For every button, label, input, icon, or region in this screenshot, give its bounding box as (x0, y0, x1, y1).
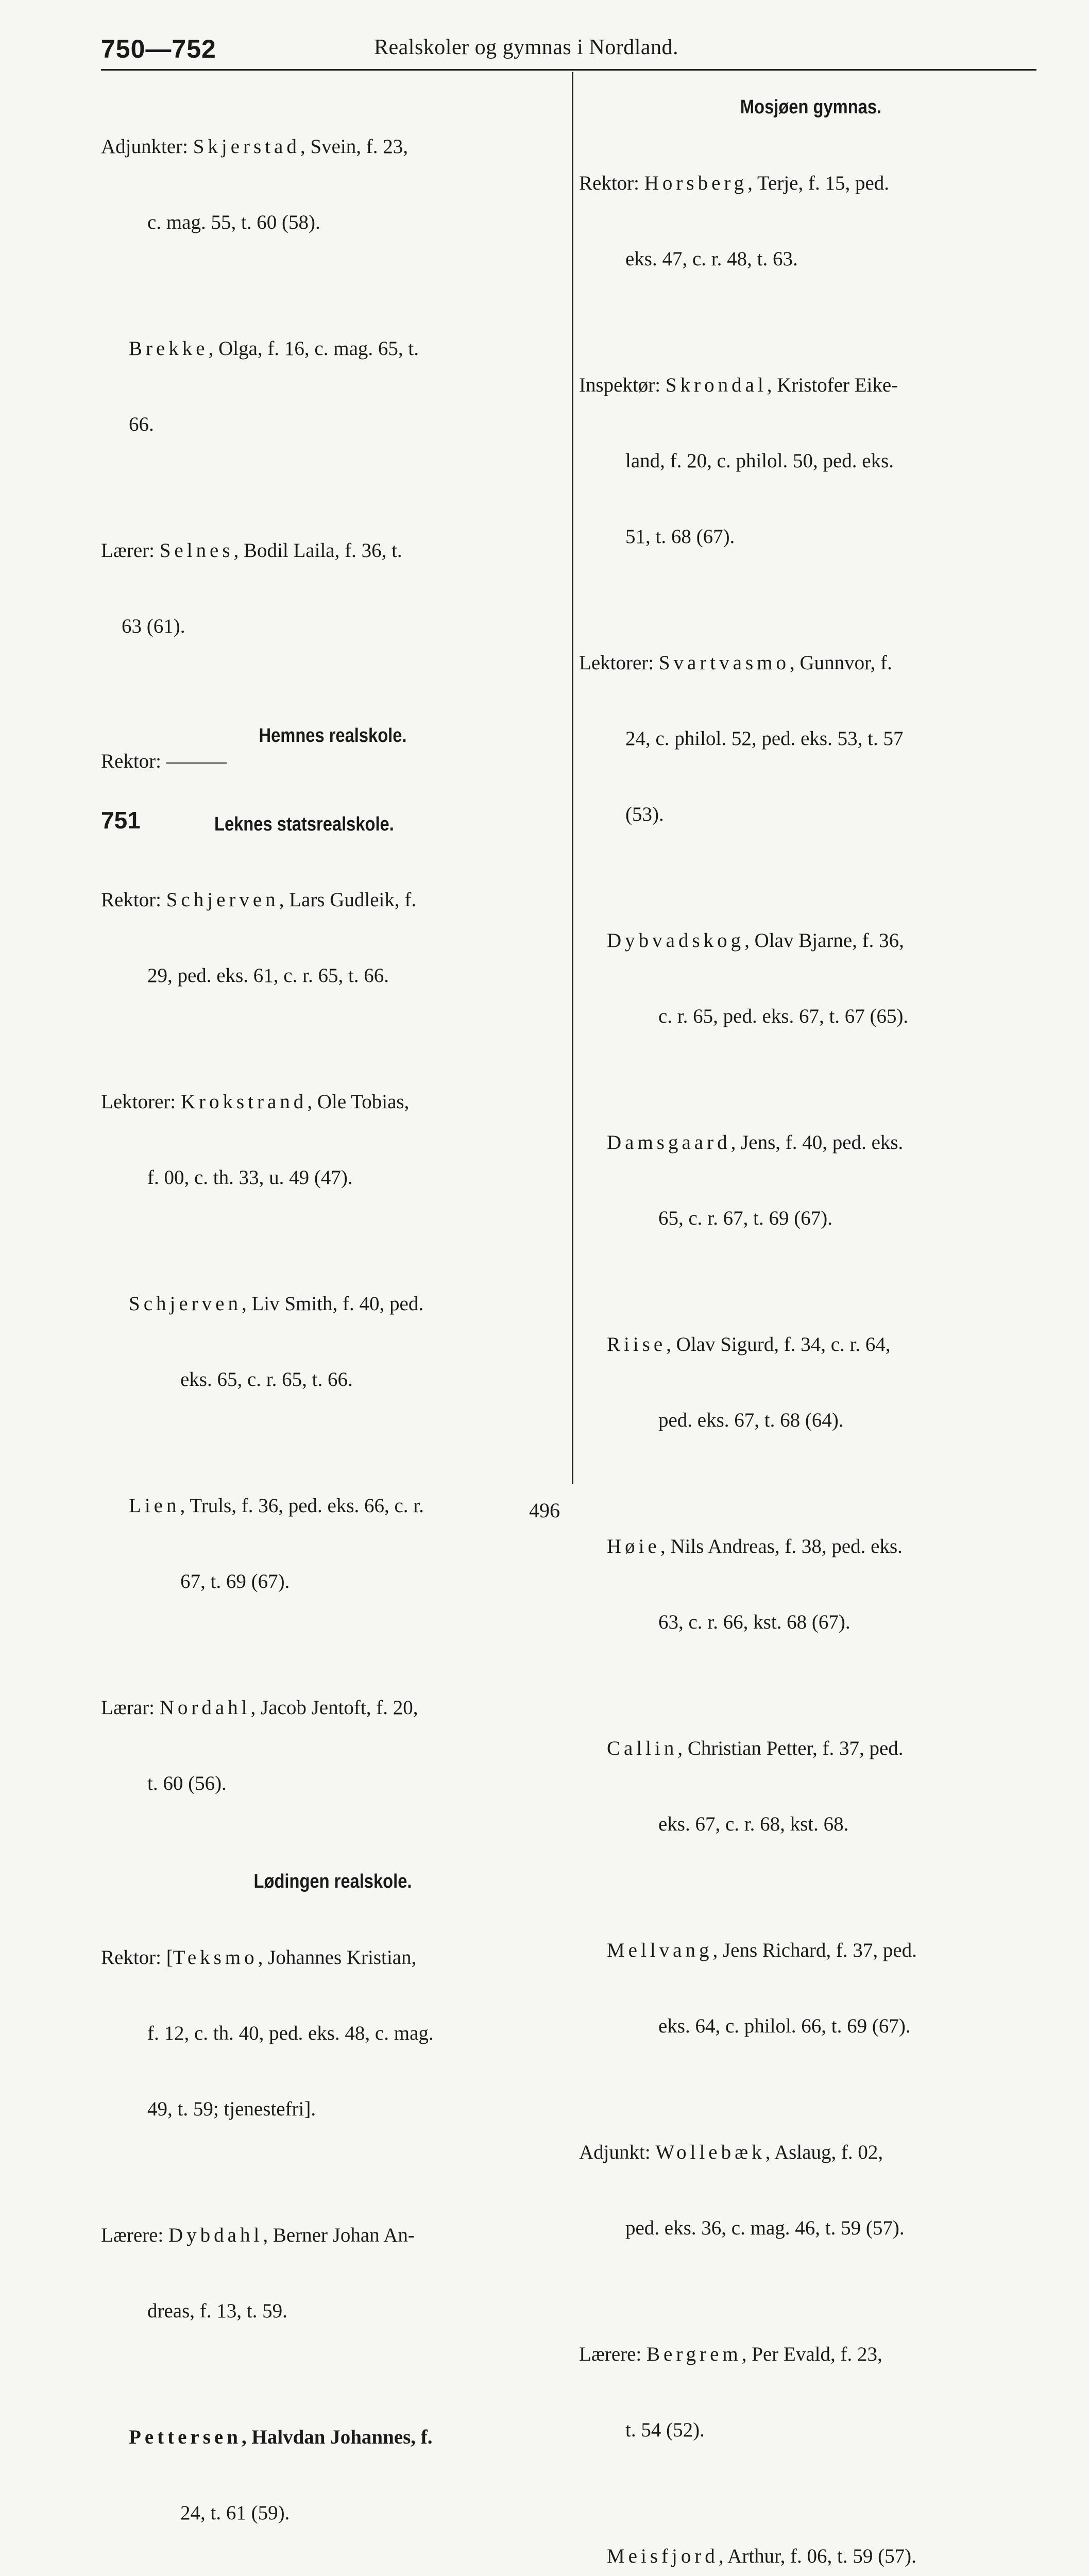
entry: Rektor: ——— (101, 750, 227, 772)
entry: Mellvang, Jens Richard, f. 37, ped. eks. 64, c. philol. 66, t. 69 (67). (607, 1939, 917, 2037)
running-title: Realskoler og gymnas i Nordland. (374, 36, 679, 59)
entry: Rektor: [Teksmo, Johannes Kristian, f. 12, c. th. 40, ped. eks. 48, c. mag. 49, t. 59; tjenestefri]. (101, 1946, 434, 2120)
entry: Damsgaard, Jens, f. 40, ped. eks. 65, c. r. 67, t. 69 (67). (607, 1131, 904, 1229)
entry: Adjunkt: Wollebæk, Aslaug, f. 02, ped. eks. 36, c. mag. 46, t. 59 (57). (579, 2141, 905, 2239)
entry: Rektor: Schjerven, Lars Gudleik, f. 29, ped. eks. 61, c. r. 65, t. 66. (101, 889, 417, 987)
section-header (101, 806, 565, 837)
section-number: 751 (101, 807, 141, 834)
header-rule (101, 69, 1036, 71)
section-range: 750—752 (101, 35, 216, 63)
entry: Inspektør: Skrondal, Kristofer Eike- land, f. 20, c. philol. 50, ped. eks. 51, t. 68 (67). (579, 374, 898, 548)
section-heading: Hemnes realskole. (259, 725, 407, 747)
page-number: 496 (529, 1499, 560, 1522)
entry: Adjunkter: Skjerstad, Svein, f. 23, c. mag. 55, t. 60 (58). (101, 135, 408, 233)
entry: Riise, Olav Sigurd, f. 34, c. r. 64, ped. eks. 67, t. 68 (64). (607, 1333, 891, 1431)
entry: Callin, Christian Petter, f. 37, ped. eks. 67, c. r. 68, kst. 68. (607, 1737, 904, 1835)
entry: Lektorer: Svartvasmo, Gunnvor, f. 24, c. philol. 52, ped. eks. 53, t. 57 (53). (579, 652, 904, 825)
entry: Lærer: Selnes, Bodil Laila, f. 36, t. 63 (61). (101, 539, 402, 637)
entry: Schjerven, Liv Smith, f. 40, ped. eks. 65, c. r. 65, t. 66. (129, 1293, 424, 1391)
left-column (101, 83, 565, 2576)
entry: Lien, Truls, f. 36, ped. eks. 66, c. r. 67, t. 69 (67). (129, 1495, 424, 1592)
page-header (101, 34, 1036, 65)
entry: Høie, Nils Andreas, f. 38, ped. eks. 63, c. r. 66, kst. 68 (67). (607, 1535, 903, 1633)
column-divider (572, 72, 573, 1484)
entry: Lærere: Bergrem, Per Evald, f. 23, t. 54 (52). (579, 2343, 882, 2441)
section-heading: Lødingen realskole. (253, 1871, 412, 1892)
entry: Lærar: Nordahl, Jacob Jentoft, f. 20, t. 60 (56). (101, 1697, 418, 1794)
entry: Dybvadskog, Olav Bjarne, f. 36, c. r. 65, ped. eks. 67, t. 67 (65). (607, 929, 909, 1027)
entry: Meisfjord, Arthur, f. 06, t. 59 (57). (607, 2545, 916, 2567)
entry: Lærere: Dybdahl, Berner Johan An- dreas, f. 13, t. 59. (101, 2224, 415, 2322)
section-heading: Leknes statsrealskole. (214, 814, 394, 835)
entry: Rektor: Horsberg, Terje, f. 15, ped. eks. 47, c. r. 48, t. 63. (579, 172, 890, 270)
right-column (579, 83, 1043, 2576)
section-heading: Mosjøen gymnas. (740, 96, 882, 118)
entry: Pettersen, Halvdan Johannes, f. 24, t. 61 (59). (129, 2426, 433, 2524)
entry: Brekke, Olga, f. 16, c. mag. 65, t. 66. (129, 337, 419, 435)
entry: Lektorer: Krokstrand, Ole Tobias, f. 00, c. th. 33, u. 49 (47). (101, 1091, 410, 1189)
